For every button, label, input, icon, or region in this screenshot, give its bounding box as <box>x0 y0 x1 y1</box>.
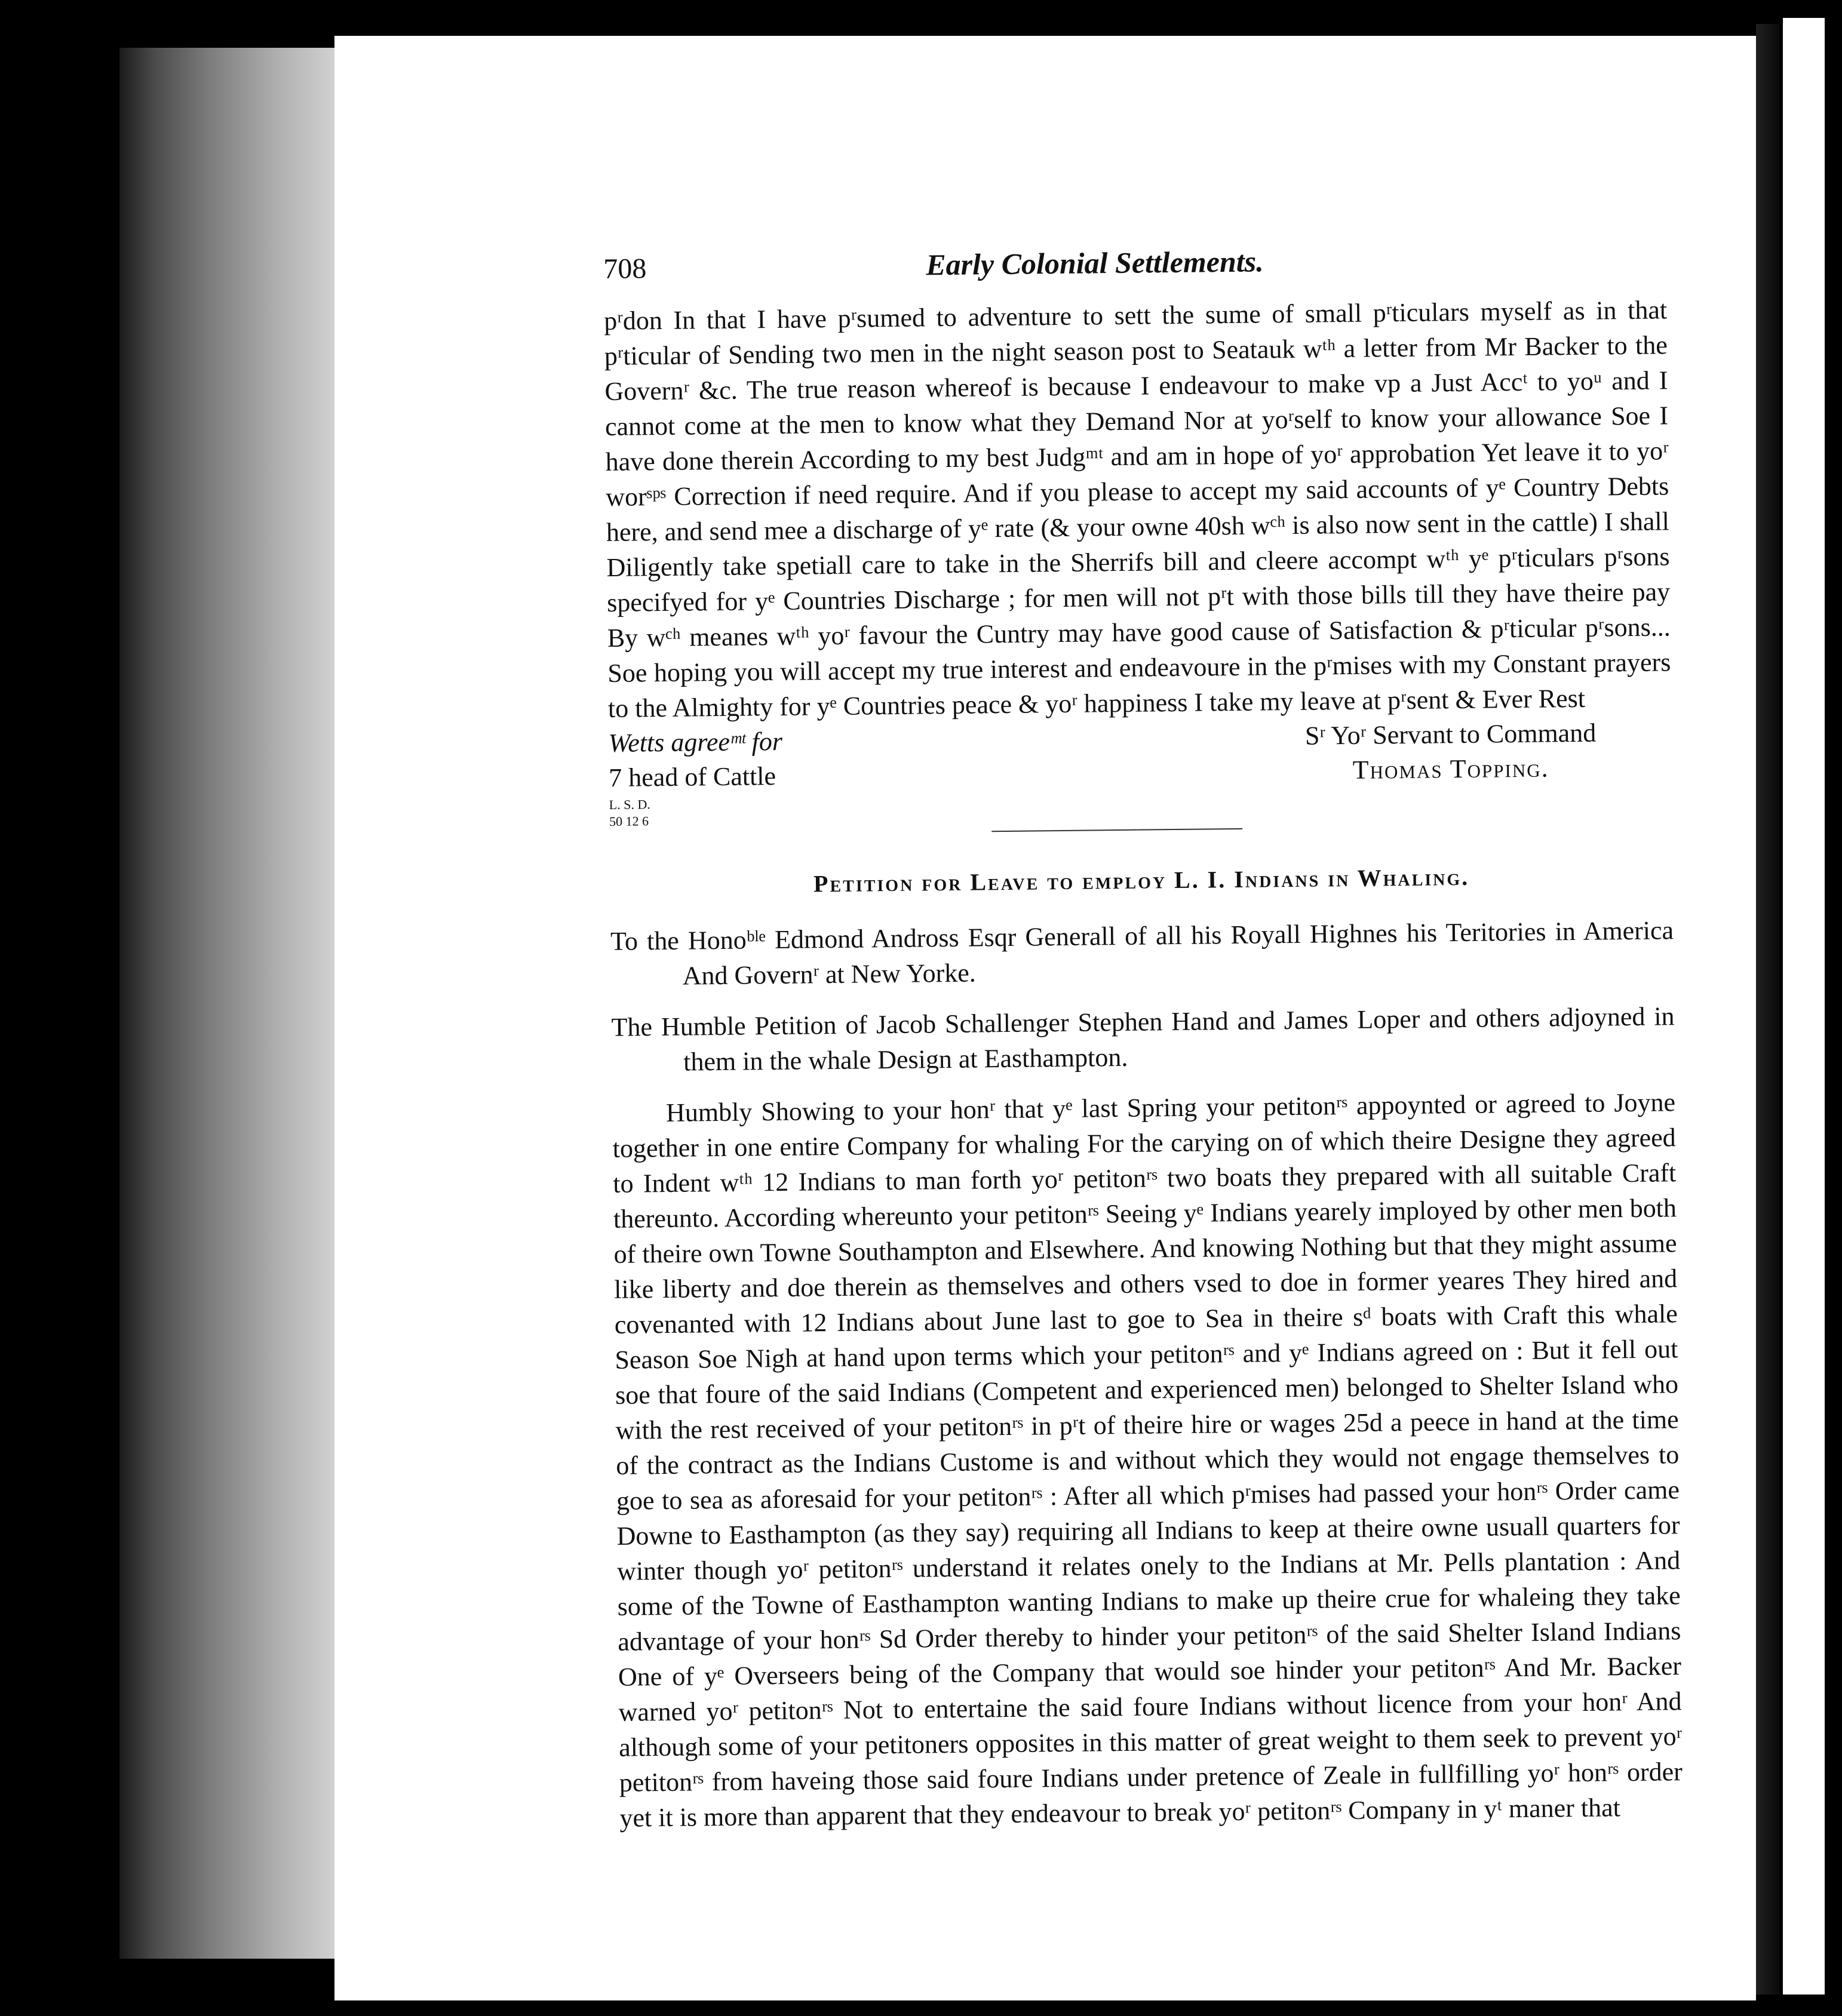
margin-note-line-1: Wetts agreeᵐᵗ for <box>608 726 783 758</box>
page-gutter-shadow <box>1756 24 1780 1995</box>
page-number: 708 <box>603 253 647 285</box>
letter-text: pʳdon In that I have pʳsumed to adventure to sett the sume of small pʳticulars myself as in that pʳticular of Sending two men in the night season post to Seatauk wᵗʰ a letter from Mr Backer to the Governʳ &c. The true reason whereof is because I endeavour to make vp a Just Accᵗ to yoᵘ and I cannot come at the men to know what they Demand Nor at yoʳself to know your allowance Soe I have done therein According to my best Judgᵐᵗ and am in hope of yoʳ approbation Yet leave it to yoʳ worˢᵖˢ Correction if need require. And if you please to accept my said accounts of yᵉ Country Debts here, and send mee a discharge of yᵉ rate (& your owne 40sh wᶜʰ is also now sent in the cattle) I shall Diligently take spetiall care to take in the Sherrifs bill and cleere accompt wᵗʰ yᵉ pʳticulars pʳsons specifyed for yᵉ Countries Discharge ; for men will not pʳt with those bills till they have theire pay By wᶜʰ meanes wᵗʰ yoʳ favour the Cuntry may have good cause of Satisfaction & pʳticular pʳsons... Soe hoping you will accept my true interest and endeavoure in the pʳmises with my Constant prayers to the Almighty for yᵉ Countries peace & yoʳ happiness I take my leave at pʳsent & Ever Rest <box>603 295 1671 723</box>
signature-name: Thomas Topping. <box>1352 753 1549 785</box>
petition-intro: The Humble Petition of Jacob Schallenger Stephen Hand and James Loper and others adjoyned in them in the whale Design at Easthampton. <box>611 1001 1675 1077</box>
petition-body: Humbly Showing to your honʳ that yᵉ last Spring your petitonʳˢ appoynted or agreed to Joyne together in one entire Company for whaling For the carying on of which theire Designe they agreed to Indent wᵗʰ 12 Indians to man forth yoʳ petitonʳˢ two boats they prepared with all suitable Craft thereunto. According whereunto your petitonʳˢ Seeing yᵉ Indians yearely imployed by other men both of theire own Towne Southampton and Elsewhere. And knowing Nothing but that they might assume like liberty and doe therein as themselves and others vsed to doe in former yeares They hired and covenanted with 12 Indians about June last to goe to Sea in theire sᵈ boats with Craft this whale Season Soe Nigh at hand upon terms which your petitonʳˢ and yᵉ Indians agreed on : But it fell out soe that foure of the said Indians (Competent and experienced men) belonged to Shelter Island who with the rest received of your petitonʳˢ in pʳt of theire hire or wages 25d a peece in hand at the time of the contract as the Indians Custome is and without which they would not engage themselves to goe to sea as aforesaid for your petitonʳˢ : After all which pʳmises had passed your honʳˢ Order came Downe to Easthampton (as they say) requiring all Indians to keep at theire owne usuall quarters for winter though yoʳ petitonʳˢ understand it relates onely to the Indians at Mr. Pells plantation : And some of the Towne of Easthampton wanting Indians to make up theire crue for whaleing they take advantage of your honʳˢ Sd Order thereby to hinder your petitonʳˢ of the said Shelter Island Indians One of yᵉ Overseers being of the Company that would soe hinder your petitonʳˢ And Mr. Backer warned yoʳ petitonʳˢ Not to entertaine the said foure Indians without licence from your honʳ And although some of your petitoners opposites in this matter of great weight to them seek to prevent yoʳ petitonʳˢ from haveing those said foure Indians under pretence of Zeale in fullfilling yoʳ honʳˢ order yet it is more than apparent that they endeavour to break yoʳ petitonʳˢ Company in yᵗ maner that <box>612 1087 1683 1833</box>
lsd-header: L. S. D. <box>609 797 650 812</box>
signature <box>1265 715 1637 822</box>
margin-note-line-2: 7 head of Cattle <box>608 761 776 792</box>
margin-note <box>608 724 783 829</box>
section-title: Petition for Leave to employ L. I. Indians in Whaling. <box>813 863 1470 898</box>
section-divider <box>991 828 1242 832</box>
book-binding-edge <box>119 48 346 1959</box>
lsd-values: 50 12 6 <box>609 813 649 829</box>
petition-address: To the Honoᵇˡᵉ Edmond Andross Esqr Generall of all his Royall Highnes his Teritories in America And Governʳ at New Yorke. <box>610 915 1674 991</box>
running-head: Early Colonial Settlements. <box>925 244 1264 282</box>
adjacent-page-strip <box>1783 18 1825 1995</box>
signature-block <box>608 715 1672 829</box>
signature-closing: Sʳ Yoʳ Servant to Command <box>1304 718 1597 751</box>
page-content <box>603 239 1683 1851</box>
